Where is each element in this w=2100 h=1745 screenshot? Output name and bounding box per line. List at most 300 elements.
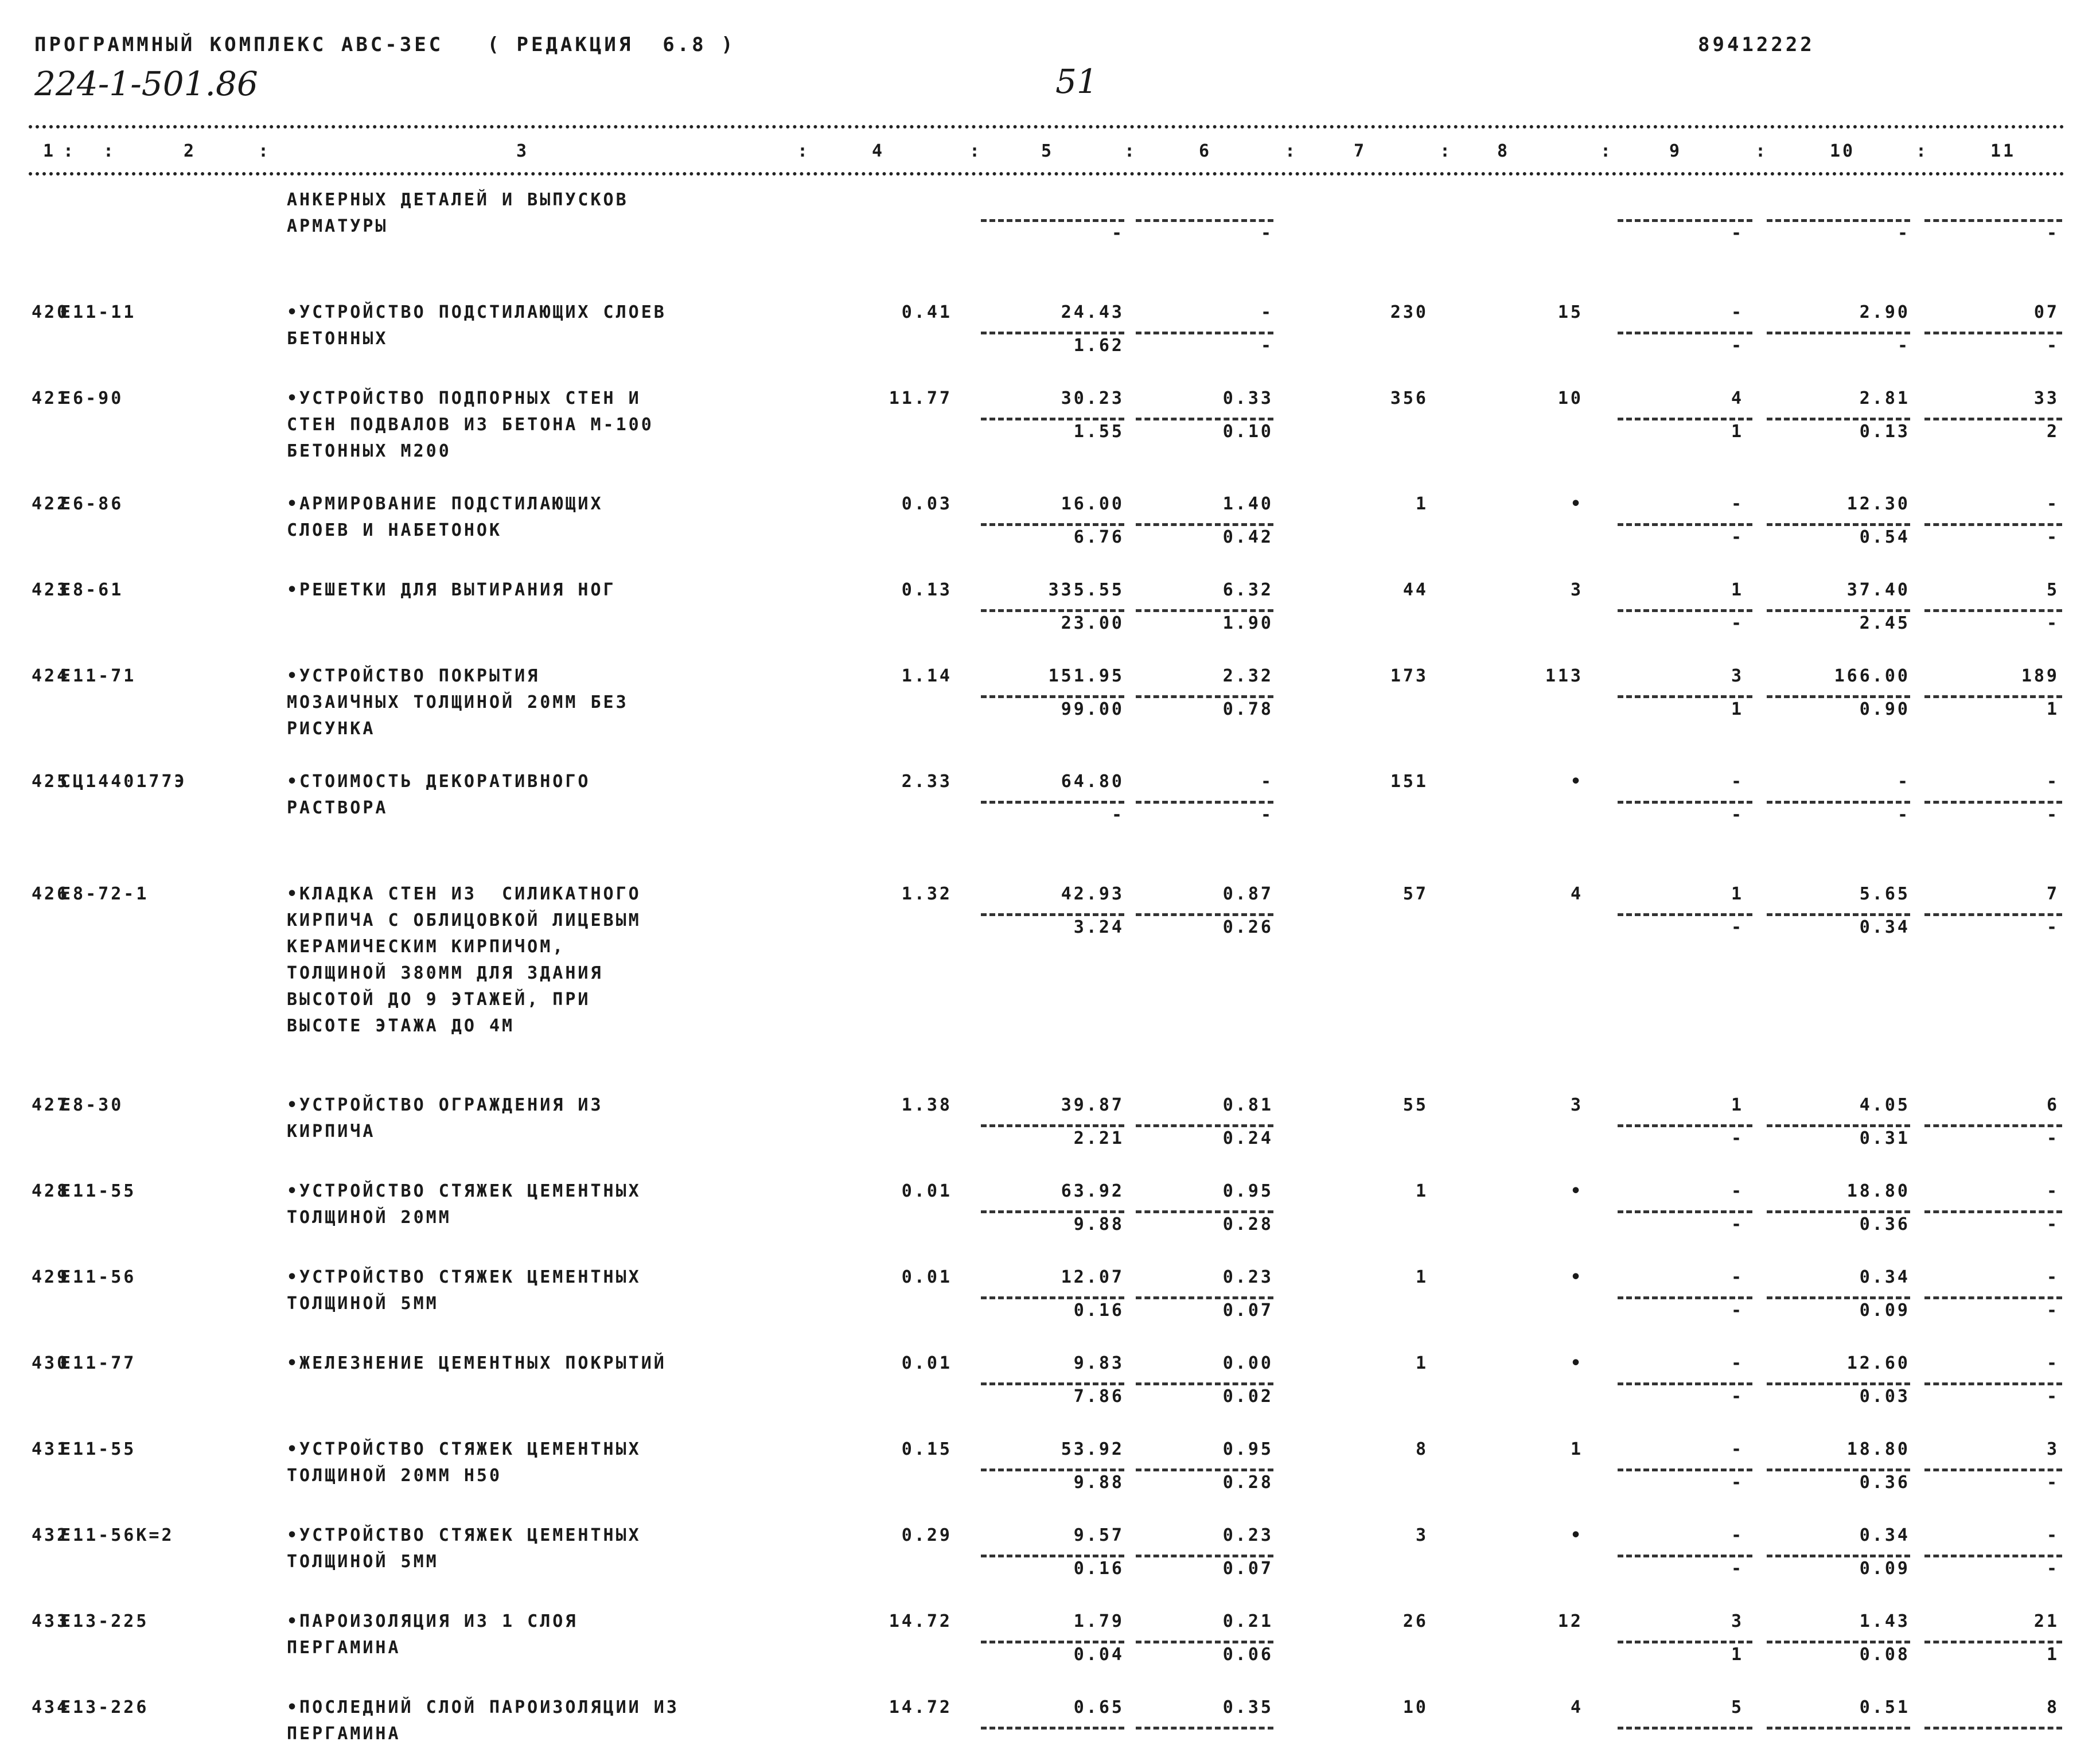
subcell-s11: - <box>2046 1386 2059 1407</box>
dash-separator <box>1924 332 2062 334</box>
row-number: 422 <box>32 494 70 514</box>
row-code: Е11-56 <box>60 1267 137 1287</box>
document-id: 89412222 <box>1698 33 1815 56</box>
dash-separator <box>1767 1210 1910 1213</box>
subcell-s6: - <box>1260 336 1273 356</box>
cell-c5: 63.92 <box>1061 1181 1124 1201</box>
row-number: 425 <box>32 772 70 792</box>
row-description: РИСУНКА <box>287 719 376 739</box>
dash-separator <box>1136 1382 1273 1385</box>
cell-c5: 335.55 <box>1048 580 1124 600</box>
cell-c11: 07 <box>2033 302 2059 322</box>
dash-separator <box>981 1382 1124 1385</box>
cell-c9: - <box>1731 772 1744 792</box>
subcell-s5: 7.86 <box>1073 1386 1124 1407</box>
subcell-s9: - <box>1731 527 1744 547</box>
cell-c9: - <box>1731 1525 1744 1545</box>
cell-c7: 151 <box>1390 772 1428 792</box>
dash-separator <box>1924 695 2062 698</box>
subcell-s5: 1.55 <box>1073 422 1124 442</box>
subcell-s11: - <box>2046 527 2059 547</box>
cell-c4: 2.33 <box>901 772 952 792</box>
row-description: •УСТРОЙСТВО СТЯЖЕК ЦЕМЕНТНЫХ <box>287 1267 641 1287</box>
row-description: •ЖЕЛЕЗНЕНИЕ ЦЕМЕНТНЫХ ПОКРЫТИЙ <box>287 1353 667 1373</box>
dash-separator <box>1767 1469 1910 1471</box>
dash-separator <box>1618 1641 1752 1643</box>
row-description: •УСТРОЙСТВО ОГРАЖДЕНИЯ ИЗ <box>287 1095 603 1115</box>
dash-separator <box>1767 332 1910 334</box>
row-description: ПЕРГАМИНА <box>287 1724 401 1744</box>
subcell-s6: 0.24 <box>1222 1128 1273 1148</box>
dash-separator <box>1618 1469 1752 1471</box>
dash-separator <box>1618 219 1752 222</box>
dash-separator <box>1136 418 1273 420</box>
cell-c4: 0.01 <box>901 1267 952 1287</box>
dash-separator <box>1618 913 1752 916</box>
dash-separator <box>1767 913 1910 916</box>
row-description: •УСТРОЙСТВО ПОДСТИЛАЮЩИХ СЛОЕВ <box>287 302 667 322</box>
dash-separator <box>1618 695 1752 698</box>
cell-c8: 10 <box>1557 388 1583 408</box>
cell-c5: 39.87 <box>1061 1095 1124 1115</box>
column-header-11: 11 <box>1990 141 2016 161</box>
header-rule <box>29 172 2065 176</box>
row-number: 432 <box>32 1525 70 1545</box>
column-separator: : <box>797 141 811 161</box>
subcell-s6: 0.28 <box>1222 1214 1273 1234</box>
cell-c5: 53.92 <box>1061 1439 1124 1459</box>
cell-c11: - <box>2046 772 2059 792</box>
row-code: Е8-61 <box>60 580 124 600</box>
row-number: 423 <box>32 580 70 600</box>
subcell-s10: 0.13 <box>1859 422 1910 442</box>
column-separator: : <box>1440 141 1453 161</box>
subcell-s10: - <box>1897 223 1910 243</box>
cell-c8: 3 <box>1570 1095 1583 1115</box>
row-number: 433 <box>32 1611 70 1631</box>
row-description: •УСТРОЙСТВО ПОДПОРНЫХ СТЕН И <box>287 388 641 408</box>
cell-c10: 12.60 <box>1846 1353 1910 1373</box>
subcell-s10: - <box>1897 805 1910 825</box>
column-separator: : <box>258 141 271 161</box>
row-description: •КЛАДКА СТЕН ИЗ СИЛИКАТНОГО <box>287 884 641 904</box>
row-description: МОЗАИЧНЫХ ТОЛЩИНОЙ 20ММ БЕЗ <box>287 692 629 712</box>
cell-c10: 4.05 <box>1859 1095 1910 1115</box>
subcell-s6: 0.78 <box>1222 699 1273 719</box>
dash-separator <box>1924 1382 2062 1385</box>
column-separator: : <box>969 141 983 161</box>
dash-separator <box>1924 1296 2062 1299</box>
cell-c4: 1.32 <box>901 884 952 904</box>
cell-c8: • <box>1570 1525 1583 1545</box>
dash-separator <box>1136 609 1273 612</box>
cell-c7: 1 <box>1415 1267 1428 1287</box>
row-number: 424 <box>32 666 70 686</box>
cell-c5: 42.93 <box>1061 884 1124 904</box>
cell-c11: 8 <box>2046 1697 2059 1717</box>
dash-separator <box>1618 1382 1752 1385</box>
cell-c9: - <box>1731 1353 1744 1373</box>
row-description: СТЕН ПОДВАЛОВ ИЗ БЕТОНА М-100 <box>287 415 654 435</box>
subcell-s9: - <box>1731 1128 1744 1148</box>
dash-separator <box>981 332 1124 334</box>
column-separator: : <box>1285 141 1298 161</box>
subcell-s9: 1 <box>1731 1645 1744 1665</box>
cell-c7: 356 <box>1390 388 1428 408</box>
subcell-s11: - <box>2046 1300 2059 1321</box>
cell-c10: 2.90 <box>1859 302 1910 322</box>
cell-c10: 5.65 <box>1859 884 1910 904</box>
cell-c6: 0.23 <box>1222 1525 1273 1545</box>
cell-c6: 0.00 <box>1222 1353 1273 1373</box>
dash-separator <box>1136 1469 1273 1471</box>
dash-separator <box>981 1641 1124 1643</box>
row-description: •АРМИРОВАНИЕ ПОДСТИЛАЮЩИХ <box>287 494 603 514</box>
subcell-s5: 0.16 <box>1073 1300 1124 1321</box>
dash-separator <box>981 523 1124 526</box>
column-header-9: 9 <box>1669 141 1682 161</box>
cell-c5: 9.57 <box>1073 1525 1124 1545</box>
subcell-s6: 0.28 <box>1222 1473 1273 1493</box>
cell-c4: 0.01 <box>901 1181 952 1201</box>
subcell-s5: 0.16 <box>1073 1559 1124 1579</box>
subcell-s5: 99.00 <box>1061 699 1124 719</box>
dash-separator <box>1767 1641 1910 1643</box>
dash-separator <box>981 1296 1124 1299</box>
column-separator: : <box>1755 141 1768 161</box>
dash-separator <box>1924 1727 2062 1730</box>
cell-c10: 37.40 <box>1846 580 1910 600</box>
cell-c8: • <box>1570 494 1583 514</box>
row-code: Е11-71 <box>60 666 137 686</box>
dash-separator <box>981 913 1124 916</box>
cell-c8: • <box>1570 1353 1583 1373</box>
cell-c6: 2.32 <box>1222 666 1273 686</box>
row-description: •УСТРОЙСТВО СТЯЖЕК ЦЕМЕНТНЫХ <box>287 1439 641 1459</box>
dash-separator <box>1136 1727 1273 1730</box>
subcell-s6: - <box>1260 223 1273 243</box>
cell-c4: 14.72 <box>889 1611 952 1631</box>
dash-separator <box>981 609 1124 612</box>
cell-c9: 1 <box>1731 884 1744 904</box>
row-description: ТОЛЩИНОЙ 5ММ <box>287 1294 439 1314</box>
cell-c10: 12.30 <box>1846 494 1910 514</box>
row-code: Е6-86 <box>60 494 124 514</box>
dash-separator <box>981 1555 1124 1557</box>
dash-separator <box>1136 1641 1273 1643</box>
subcell-s5: 9.88 <box>1073 1473 1124 1493</box>
cell-c4: 0.41 <box>901 302 952 322</box>
subcell-s6: 0.06 <box>1222 1645 1273 1665</box>
subcell-s10: 0.36 <box>1859 1473 1910 1493</box>
row-description: КИРПИЧА С ОБЛИЦОВКОЙ ЛИЦЕВЫМ <box>287 910 641 930</box>
subcell-s11: - <box>2046 1128 2059 1148</box>
cell-c10: 166.00 <box>1834 666 1910 686</box>
subcell-s11: - <box>2046 613 2059 633</box>
dash-separator <box>981 801 1124 804</box>
row-description: ТОЛЩИНОЙ 20ММ <box>287 1208 451 1228</box>
column-separator: : <box>1600 141 1614 161</box>
cell-c9: 4 <box>1731 388 1744 408</box>
cell-c11: - <box>2046 1353 2059 1373</box>
dash-separator <box>1136 332 1273 334</box>
cell-c11: 5 <box>2046 580 2059 600</box>
cell-c8: 4 <box>1570 1697 1583 1717</box>
subcell-s10: 0.03 <box>1859 1386 1910 1407</box>
dash-separator <box>1618 1210 1752 1213</box>
subcell-s11: - <box>2046 917 2059 937</box>
dash-separator <box>1136 1296 1273 1299</box>
column-header-6: 6 <box>1199 141 1212 161</box>
dash-separator <box>981 1727 1124 1730</box>
subcell-s10: 0.09 <box>1859 1559 1910 1579</box>
row-description: •УСТРОЙСТВО ПОКРЫТИЯ <box>287 666 540 686</box>
cell-c7: 230 <box>1390 302 1428 322</box>
dash-separator <box>1618 1296 1752 1299</box>
cell-c7: 3 <box>1415 1525 1428 1545</box>
dash-separator <box>1136 1210 1273 1213</box>
cell-c8: • <box>1570 1267 1583 1287</box>
dash-separator <box>1924 418 2062 420</box>
dash-separator <box>981 1124 1124 1127</box>
column-separator: : <box>63 141 76 161</box>
row-description: •РЕШЕТКИ ДЛЯ ВЫТИРАНИЯ НОГ <box>287 580 616 600</box>
dash-separator <box>1767 1727 1910 1730</box>
subcell-s6: 0.26 <box>1222 917 1273 937</box>
cell-c6: 0.23 <box>1222 1267 1273 1287</box>
dash-separator <box>1618 332 1752 334</box>
subcell-s9: - <box>1731 1214 1744 1234</box>
cell-c4: 0.13 <box>901 580 952 600</box>
dash-separator <box>1767 418 1910 420</box>
cell-c4: 0.15 <box>901 1439 952 1459</box>
subcell-s10: 0.34 <box>1859 917 1910 937</box>
row-code: СЦ1440177Э <box>60 772 187 792</box>
cell-c5: 151.95 <box>1048 666 1124 686</box>
cell-c6: 0.81 <box>1222 1095 1273 1115</box>
subcell-s10: 0.09 <box>1859 1300 1910 1321</box>
cell-c9: 1 <box>1731 1095 1744 1115</box>
cell-c8: 15 <box>1557 302 1583 322</box>
subcell-s10: 0.36 <box>1859 1214 1910 1234</box>
cell-c5: 30.23 <box>1061 388 1124 408</box>
dash-separator <box>1618 609 1752 612</box>
dash-separator <box>1924 801 2062 804</box>
row-description: РАСТВОРА <box>287 798 388 818</box>
subcell-s6: 0.02 <box>1222 1386 1273 1407</box>
cell-c11: 21 <box>2033 1611 2059 1631</box>
subcell-s9: - <box>1731 917 1744 937</box>
dash-separator <box>1767 695 1910 698</box>
subcell-s11: - <box>2046 223 2059 243</box>
cell-c5: 12.07 <box>1061 1267 1124 1287</box>
subcell-s11: - <box>2046 336 2059 356</box>
row-description: КЕРАМИЧЕСКИМ КИРПИЧОМ, <box>287 937 566 957</box>
cell-c6: 0.35 <box>1222 1697 1273 1717</box>
subcell-s11: 1 <box>2046 699 2059 719</box>
row-number: 426 <box>32 884 70 904</box>
subcell-s6: 0.07 <box>1222 1559 1273 1579</box>
subcell-s11: - <box>2046 805 2059 825</box>
dash-separator <box>1136 801 1273 804</box>
dash-separator <box>1767 609 1910 612</box>
subcell-s9: - <box>1731 805 1744 825</box>
cell-c7: 44 <box>1402 580 1428 600</box>
dash-separator <box>1618 523 1752 526</box>
program-title: ПРОГРАММНЫЙ КОМПЛЕКС АВС-ЗЕС ( РЕДАКЦИЯ 6.8 ) <box>34 33 736 56</box>
dash-separator <box>981 1210 1124 1213</box>
cell-c11: - <box>2046 1267 2059 1287</box>
dash-separator <box>1618 1555 1752 1557</box>
cell-c7: 1 <box>1415 1353 1428 1373</box>
subcell-s6: 1.90 <box>1222 613 1273 633</box>
cell-c9: - <box>1731 1181 1744 1201</box>
cell-c7: 1 <box>1415 494 1428 514</box>
cell-c6: 6.32 <box>1222 580 1273 600</box>
cell-c4: 14.72 <box>889 1697 952 1717</box>
column-header-5: 5 <box>1041 141 1054 161</box>
cell-c5: 16.00 <box>1061 494 1124 514</box>
cell-c6: 1.40 <box>1222 494 1273 514</box>
subcell-s6: 0.42 <box>1222 527 1273 547</box>
dash-separator <box>1924 609 2062 612</box>
dash-separator <box>1618 1124 1752 1127</box>
subcell-s10: - <box>1897 336 1910 356</box>
cell-c9: 1 <box>1731 580 1744 600</box>
cell-c10: - <box>1897 772 1910 792</box>
row-description: ТОЛЩИНОЙ 5ММ <box>287 1552 439 1572</box>
dash-separator <box>1618 418 1752 420</box>
cell-c5: 0.65 <box>1073 1697 1124 1717</box>
row-description: ТОЛЩИНОЙ 20ММ Н50 <box>287 1466 502 1486</box>
column-separator: : <box>1124 141 1137 161</box>
subcell-s6: 0.10 <box>1222 422 1273 442</box>
row-number: 429 <box>32 1267 70 1287</box>
subcell-s11: 2 <box>2046 422 2059 442</box>
cell-c9: 3 <box>1731 666 1744 686</box>
row-description: АРМАТУРЫ <box>287 216 388 236</box>
subcell-s10: 0.90 <box>1859 699 1910 719</box>
row-number: 428 <box>32 1181 70 1201</box>
row-number: 434 <box>32 1697 70 1717</box>
subcell-s9: 1 <box>1731 699 1744 719</box>
cell-c10: 0.51 <box>1859 1697 1910 1717</box>
cell-c8: 4 <box>1570 884 1583 904</box>
subcell-s9: - <box>1731 223 1744 243</box>
cell-c8: • <box>1570 772 1583 792</box>
column-header-10: 10 <box>1830 141 1856 161</box>
cell-c6: 0.33 <box>1222 388 1273 408</box>
cell-c6: 0.21 <box>1222 1611 1273 1631</box>
dash-separator <box>1767 1124 1910 1127</box>
cell-c7: 26 <box>1402 1611 1428 1631</box>
dash-separator <box>1618 801 1752 804</box>
cell-c5: 9.83 <box>1073 1353 1124 1373</box>
row-code: Е6-90 <box>60 388 124 408</box>
dash-separator <box>1136 1555 1273 1557</box>
dash-separator <box>1767 1382 1910 1385</box>
cell-c9: - <box>1731 494 1744 514</box>
subcell-s9: 1 <box>1731 422 1744 442</box>
column-header-8: 8 <box>1497 141 1510 161</box>
cell-c4: 0.03 <box>901 494 952 514</box>
subcell-s10: 0.54 <box>1859 527 1910 547</box>
subcell-s9: - <box>1731 1386 1744 1407</box>
row-description: БЕТОННЫХ М200 <box>287 441 451 461</box>
column-separator: : <box>103 141 116 161</box>
dash-separator <box>1924 1469 2062 1471</box>
subcell-s11: 1 <box>2046 1645 2059 1665</box>
column-separator: : <box>1916 141 1929 161</box>
row-description: •ПОСЛЕДНИЙ СЛОЙ ПАРОИЗОЛЯЦИИ ИЗ <box>287 1697 679 1717</box>
row-code: Е11-77 <box>60 1353 137 1373</box>
dash-separator <box>1767 219 1910 222</box>
row-number: 430 <box>32 1353 70 1373</box>
row-number: 420 <box>32 302 70 322</box>
cell-c6: - <box>1260 302 1273 322</box>
cell-c7: 173 <box>1390 666 1428 686</box>
row-description: КИРПИЧА <box>287 1121 376 1142</box>
subcell-s11: - <box>2046 1559 2059 1579</box>
row-code: Е11-56К=2 <box>60 1525 174 1545</box>
cell-c4: 0.01 <box>901 1353 952 1373</box>
cell-c9: - <box>1731 302 1744 322</box>
cell-c8: • <box>1570 1181 1583 1201</box>
row-code: Е11-11 <box>60 302 137 322</box>
cell-c9: 3 <box>1731 1611 1744 1631</box>
dash-separator <box>1924 1555 2062 1557</box>
dash-separator <box>1767 801 1910 804</box>
cell-c11: 33 <box>2033 388 2059 408</box>
cell-c11: - <box>2046 1181 2059 1201</box>
row-description: •СТОИМОСТЬ ДЕКОРАТИВНОГО <box>287 772 591 792</box>
subcell-s11: - <box>2046 1214 2059 1234</box>
cell-c7: 8 <box>1415 1439 1428 1459</box>
dash-separator <box>1136 219 1273 222</box>
cell-c11: 7 <box>2046 884 2059 904</box>
subcell-s9: - <box>1731 613 1744 633</box>
cell-c6: 0.87 <box>1222 884 1273 904</box>
dash-separator <box>1924 219 2062 222</box>
cell-c7: 55 <box>1402 1095 1428 1115</box>
cell-c11: 6 <box>2046 1095 2059 1115</box>
cell-c10: 0.34 <box>1859 1525 1910 1545</box>
subcell-s10: 0.31 <box>1859 1128 1910 1148</box>
row-description: БЕТОННЫХ <box>287 329 388 349</box>
cell-c4: 0.29 <box>901 1525 952 1545</box>
subcell-s5: 1.62 <box>1073 336 1124 356</box>
cell-c9: 5 <box>1731 1697 1744 1717</box>
dash-separator <box>1924 1641 2062 1643</box>
cell-c10: 1.43 <box>1859 1611 1910 1631</box>
cell-c11: 3 <box>2046 1439 2059 1459</box>
cell-c10: 18.80 <box>1846 1439 1910 1459</box>
cell-c6: - <box>1260 772 1273 792</box>
row-description: •УСТРОЙСТВО СТЯЖЕК ЦЕМЕНТНЫХ <box>287 1181 641 1201</box>
subcell-s5: - <box>1111 223 1124 243</box>
subcell-s5: 9.88 <box>1073 1214 1124 1234</box>
dash-separator <box>1136 523 1273 526</box>
handwritten-code: 224-1-501.86 <box>34 64 258 103</box>
row-code: Е13-226 <box>60 1697 149 1717</box>
subcell-s9: - <box>1731 336 1744 356</box>
dash-separator <box>1136 1124 1273 1127</box>
cell-c7: 10 <box>1402 1697 1428 1717</box>
subcell-s5: 0.04 <box>1073 1645 1124 1665</box>
subcell-s5: 3.24 <box>1073 917 1124 937</box>
cell-c4: 11.77 <box>889 388 952 408</box>
row-description: •ПАРОИЗОЛЯЦИЯ ИЗ 1 СЛОЯ <box>287 1611 578 1631</box>
